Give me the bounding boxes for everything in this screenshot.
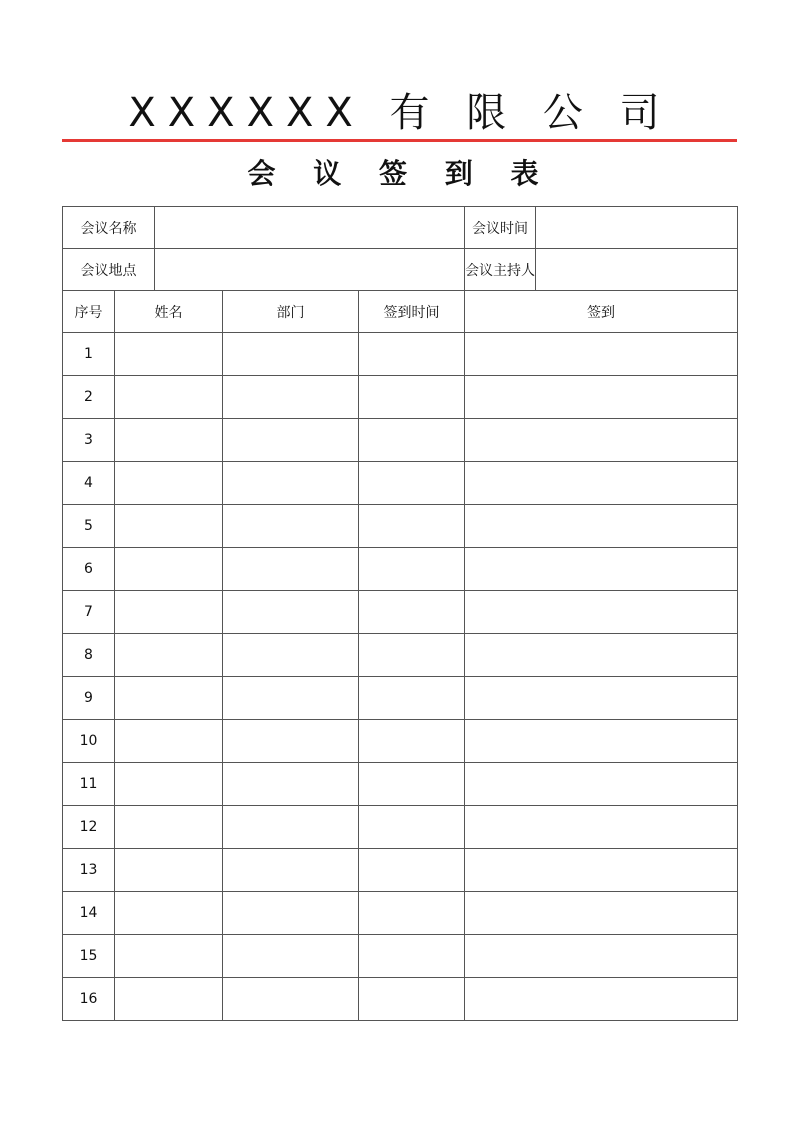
- table-row: [63, 376, 738, 419]
- table-row: [63, 333, 738, 376]
- row-sign-time-cell[interactable]: [359, 849, 465, 892]
- row-signature-cell[interactable]: [465, 419, 738, 462]
- sign-in-table: [62, 206, 738, 1021]
- row-number: 7: [63, 591, 115, 634]
- row-name-cell[interactable]: [115, 634, 223, 677]
- info-row-name-time: [63, 207, 738, 249]
- row-sign-time-cell[interactable]: [359, 806, 465, 849]
- row-department-cell[interactable]: [223, 634, 359, 677]
- row-name-cell[interactable]: [115, 720, 223, 763]
- row-department-cell[interactable]: [223, 333, 359, 376]
- row-sign-time-cell[interactable]: [359, 763, 465, 806]
- row-sign-time-cell[interactable]: [359, 333, 465, 376]
- row-number: 11: [63, 763, 115, 806]
- row-name-cell[interactable]: [115, 333, 223, 376]
- table-row: [63, 634, 738, 677]
- header-divider: [62, 139, 737, 142]
- row-number: 4: [63, 462, 115, 505]
- row-department-cell[interactable]: [223, 419, 359, 462]
- table-row: [63, 763, 738, 806]
- meeting-time-field[interactable]: [536, 207, 738, 249]
- row-sign-time-cell[interactable]: [359, 935, 465, 978]
- row-name-cell[interactable]: [115, 892, 223, 935]
- row-name-cell[interactable]: [115, 419, 223, 462]
- row-number: 12: [63, 806, 115, 849]
- table-row: [63, 677, 738, 720]
- row-signature-cell[interactable]: [465, 548, 738, 591]
- row-signature-cell[interactable]: [465, 978, 738, 1021]
- row-department-cell[interactable]: [223, 505, 359, 548]
- row-name-cell[interactable]: [115, 505, 223, 548]
- row-number: 2: [63, 376, 115, 419]
- meeting-host-label: 会议主持人: [465, 249, 536, 291]
- table-row: [63, 849, 738, 892]
- row-signature-cell[interactable]: [465, 720, 738, 763]
- column-header-department: 部门: [223, 291, 359, 333]
- row-department-cell[interactable]: [223, 935, 359, 978]
- row-department-cell[interactable]: [223, 376, 359, 419]
- row-name-cell[interactable]: [115, 935, 223, 978]
- table-header-row: [63, 291, 738, 333]
- row-sign-time-cell[interactable]: [359, 376, 465, 419]
- row-number: 8: [63, 634, 115, 677]
- row-number: 14: [63, 892, 115, 935]
- row-signature-cell[interactable]: [465, 677, 738, 720]
- meeting-name-label: 会议名称: [63, 207, 155, 249]
- row-sign-time-cell[interactable]: [359, 978, 465, 1021]
- table-row: [63, 591, 738, 634]
- row-signature-cell[interactable]: [465, 935, 738, 978]
- table-row: [63, 505, 738, 548]
- row-name-cell[interactable]: [115, 849, 223, 892]
- meeting-place-field[interactable]: [155, 249, 465, 291]
- row-number: 16: [63, 978, 115, 1021]
- row-department-cell[interactable]: [223, 462, 359, 505]
- form-title: 会 议 签 到 表: [247, 157, 553, 190]
- row-department-cell[interactable]: [223, 763, 359, 806]
- row-name-cell[interactable]: [115, 806, 223, 849]
- column-header-number: 序号: [63, 291, 115, 333]
- row-number: 1: [63, 333, 115, 376]
- table-row: [63, 720, 738, 763]
- meeting-name-field[interactable]: [155, 207, 465, 249]
- row-sign-time-cell[interactable]: [359, 505, 465, 548]
- row-sign-time-cell[interactable]: [359, 634, 465, 677]
- row-signature-cell[interactable]: [465, 591, 738, 634]
- row-signature-cell[interactable]: [465, 892, 738, 935]
- row-department-cell[interactable]: [223, 548, 359, 591]
- row-signature-cell[interactable]: [465, 634, 738, 677]
- row-sign-time-cell[interactable]: [359, 462, 465, 505]
- column-header-signature: 签到: [465, 291, 738, 333]
- row-signature-cell[interactable]: [465, 849, 738, 892]
- row-number: 3: [63, 419, 115, 462]
- row-name-cell[interactable]: [115, 677, 223, 720]
- meeting-time-label: 会议时间: [465, 207, 536, 249]
- table-row: [63, 548, 738, 591]
- company-name: XXXXXX 有 限 公 司: [128, 90, 672, 136]
- row-sign-time-cell[interactable]: [359, 720, 465, 763]
- row-signature-cell[interactable]: [465, 462, 738, 505]
- row-department-cell[interactable]: [223, 849, 359, 892]
- row-signature-cell[interactable]: [465, 505, 738, 548]
- row-department-cell[interactable]: [223, 591, 359, 634]
- row-number: 9: [63, 677, 115, 720]
- row-number: 5: [63, 505, 115, 548]
- row-department-cell[interactable]: [223, 677, 359, 720]
- row-department-cell[interactable]: [223, 806, 359, 849]
- table-row: [63, 978, 738, 1021]
- column-header-name: 姓名: [115, 291, 223, 333]
- table-row: [63, 806, 738, 849]
- row-sign-time-cell[interactable]: [359, 591, 465, 634]
- row-number: 15: [63, 935, 115, 978]
- row-signature-cell[interactable]: [465, 376, 738, 419]
- row-number: 6: [63, 548, 115, 591]
- row-name-cell[interactable]: [115, 763, 223, 806]
- row-department-cell[interactable]: [223, 978, 359, 1021]
- row-name-cell[interactable]: [115, 548, 223, 591]
- row-sign-time-cell[interactable]: [359, 892, 465, 935]
- row-number: 10: [63, 720, 115, 763]
- row-sign-time-cell[interactable]: [359, 419, 465, 462]
- row-department-cell[interactable]: [223, 892, 359, 935]
- row-sign-time-cell[interactable]: [359, 548, 465, 591]
- info-row-place-host: [63, 249, 738, 291]
- row-signature-cell[interactable]: [465, 333, 738, 376]
- meeting-host-field[interactable]: [536, 249, 738, 291]
- row-name-cell[interactable]: [115, 591, 223, 634]
- row-sign-time-cell[interactable]: [359, 677, 465, 720]
- table-row: [63, 892, 738, 935]
- row-signature-cell[interactable]: [465, 806, 738, 849]
- table-row: [63, 419, 738, 462]
- table-row: [63, 935, 738, 978]
- meeting-place-label: 会议地点: [63, 249, 155, 291]
- table-row: [63, 462, 738, 505]
- row-department-cell[interactable]: [223, 720, 359, 763]
- row-name-cell[interactable]: [115, 462, 223, 505]
- row-name-cell[interactable]: [115, 376, 223, 419]
- row-signature-cell[interactable]: [465, 763, 738, 806]
- row-name-cell[interactable]: [115, 978, 223, 1021]
- row-number: 13: [63, 849, 115, 892]
- column-header-sign-time: 签到时间: [359, 291, 465, 333]
